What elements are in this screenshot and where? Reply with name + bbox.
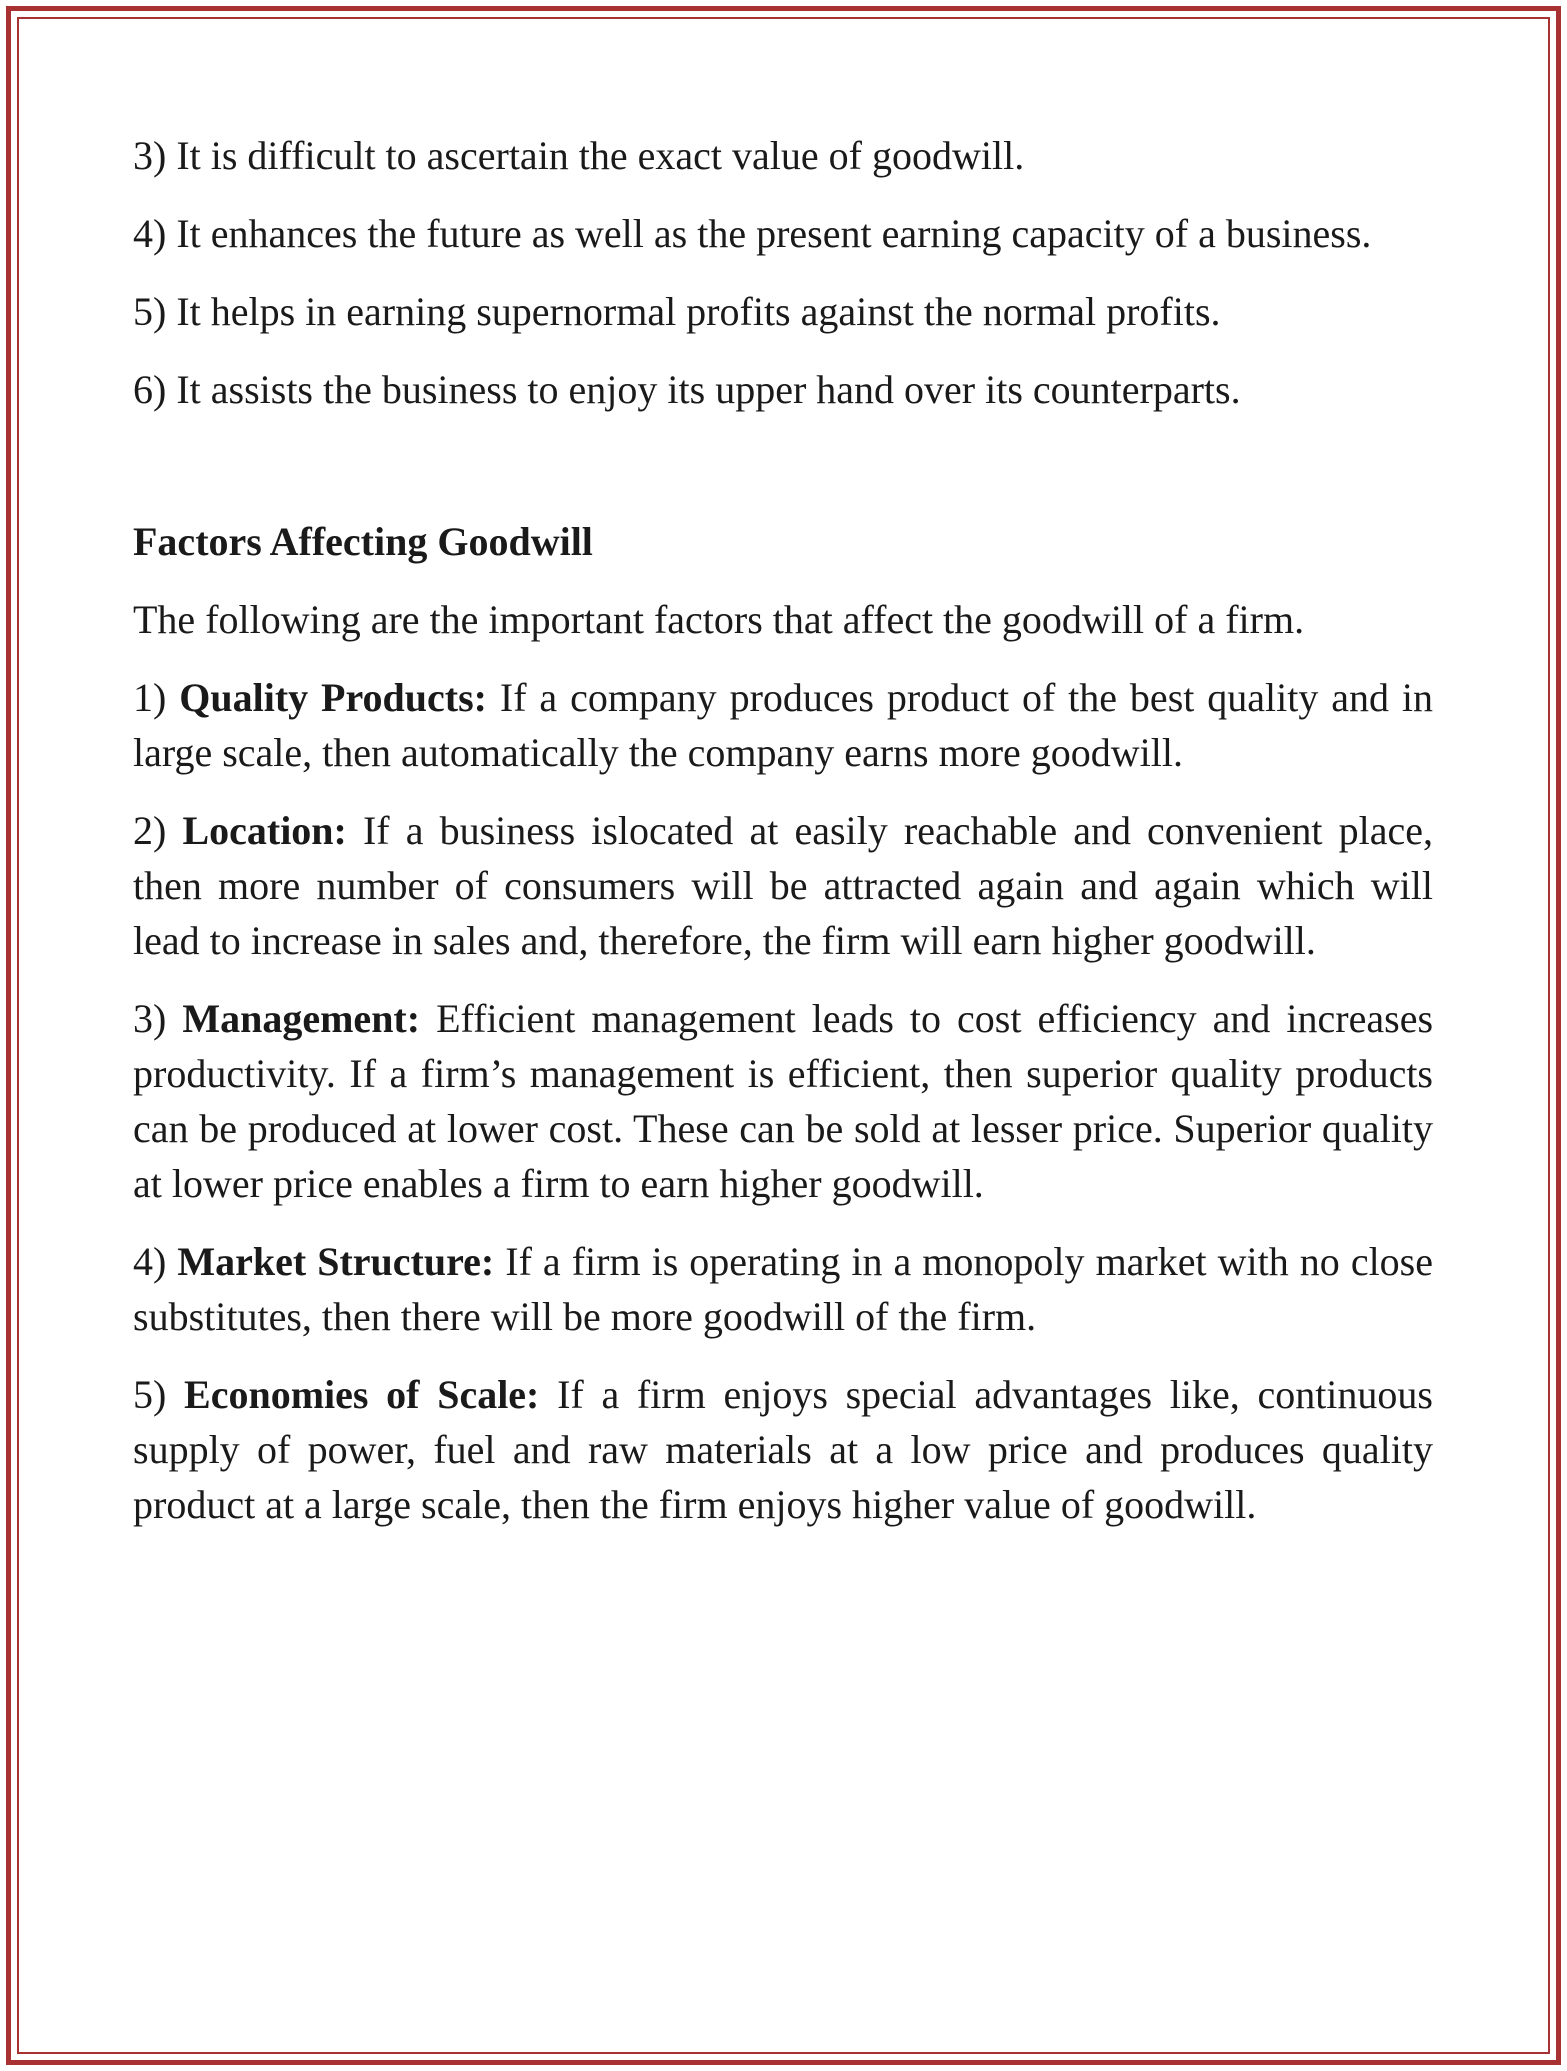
factor-market-structure	[133, 1234, 1433, 1344]
factor-number: 2)	[133, 808, 167, 853]
factor-term: Economies of Scale:	[184, 1372, 540, 1417]
page-content	[133, 128, 1433, 1555]
factor-text: If a company produces product of the best quality and in large scale, then automatically the company earns more goodwill.	[133, 675, 1434, 775]
factor-term: Quality Products:	[179, 675, 487, 720]
section-intro: The following are the important factors that affect the goodwill of a firm.	[133, 597, 1305, 642]
factor-text: If a business islocated at easily reachable and convenient place, then more number of consumers will be attracted again and again which will lead to increase in sales and, therefore, the firm will earn higher goodwill.	[133, 808, 1434, 963]
factor-number: 5)	[133, 1372, 167, 1417]
intro-point: 3) It is difficult to ascertain the exact value of goodwill.	[133, 133, 1025, 178]
factor-term: Market Structure:	[177, 1239, 495, 1284]
factor-text: If a firm is operating in a monopoly market with no close substitutes, then there will be more goodwill of the firm.	[133, 1239, 1434, 1339]
factor-management	[133, 991, 1433, 1211]
factor-term: Location:	[182, 808, 347, 853]
intro-point: 6) It assists the business to enjoy its upper hand over its counterparts.	[133, 367, 1241, 412]
intro-point: 5) It helps in earning supernormal profits against the normal profits.	[133, 289, 1221, 334]
factor-number: 3)	[133, 996, 167, 1041]
factor-economies-of-scale	[133, 1367, 1433, 1532]
intro-point: 4) It enhances the future as well as the present earning capacity of a business.	[133, 211, 1372, 256]
section-heading: Factors Affecting Goodwill	[133, 519, 593, 564]
factor-text: Efficient management leads to cost efficiency and increases productivity. If a firm’s management is efficient, then superior quality products can be produced at lower cost. These can be sold at lesser price. Superior quality at lower price enables a firm to earn higher goodwill.	[133, 996, 1434, 1206]
factor-number: 1)	[133, 675, 167, 720]
factor-text: If a firm enjoys special advantages like, continuous supply of power, fuel and raw materials at a low price and produces quality product at a large scale, then the firm enjoys higher value of goodwill.	[133, 1372, 1433, 1527]
factor-location	[133, 803, 1433, 968]
factor-number: 4)	[133, 1239, 167, 1284]
factor-term: Management:	[182, 996, 421, 1041]
factor-quality-products	[133, 670, 1433, 780]
